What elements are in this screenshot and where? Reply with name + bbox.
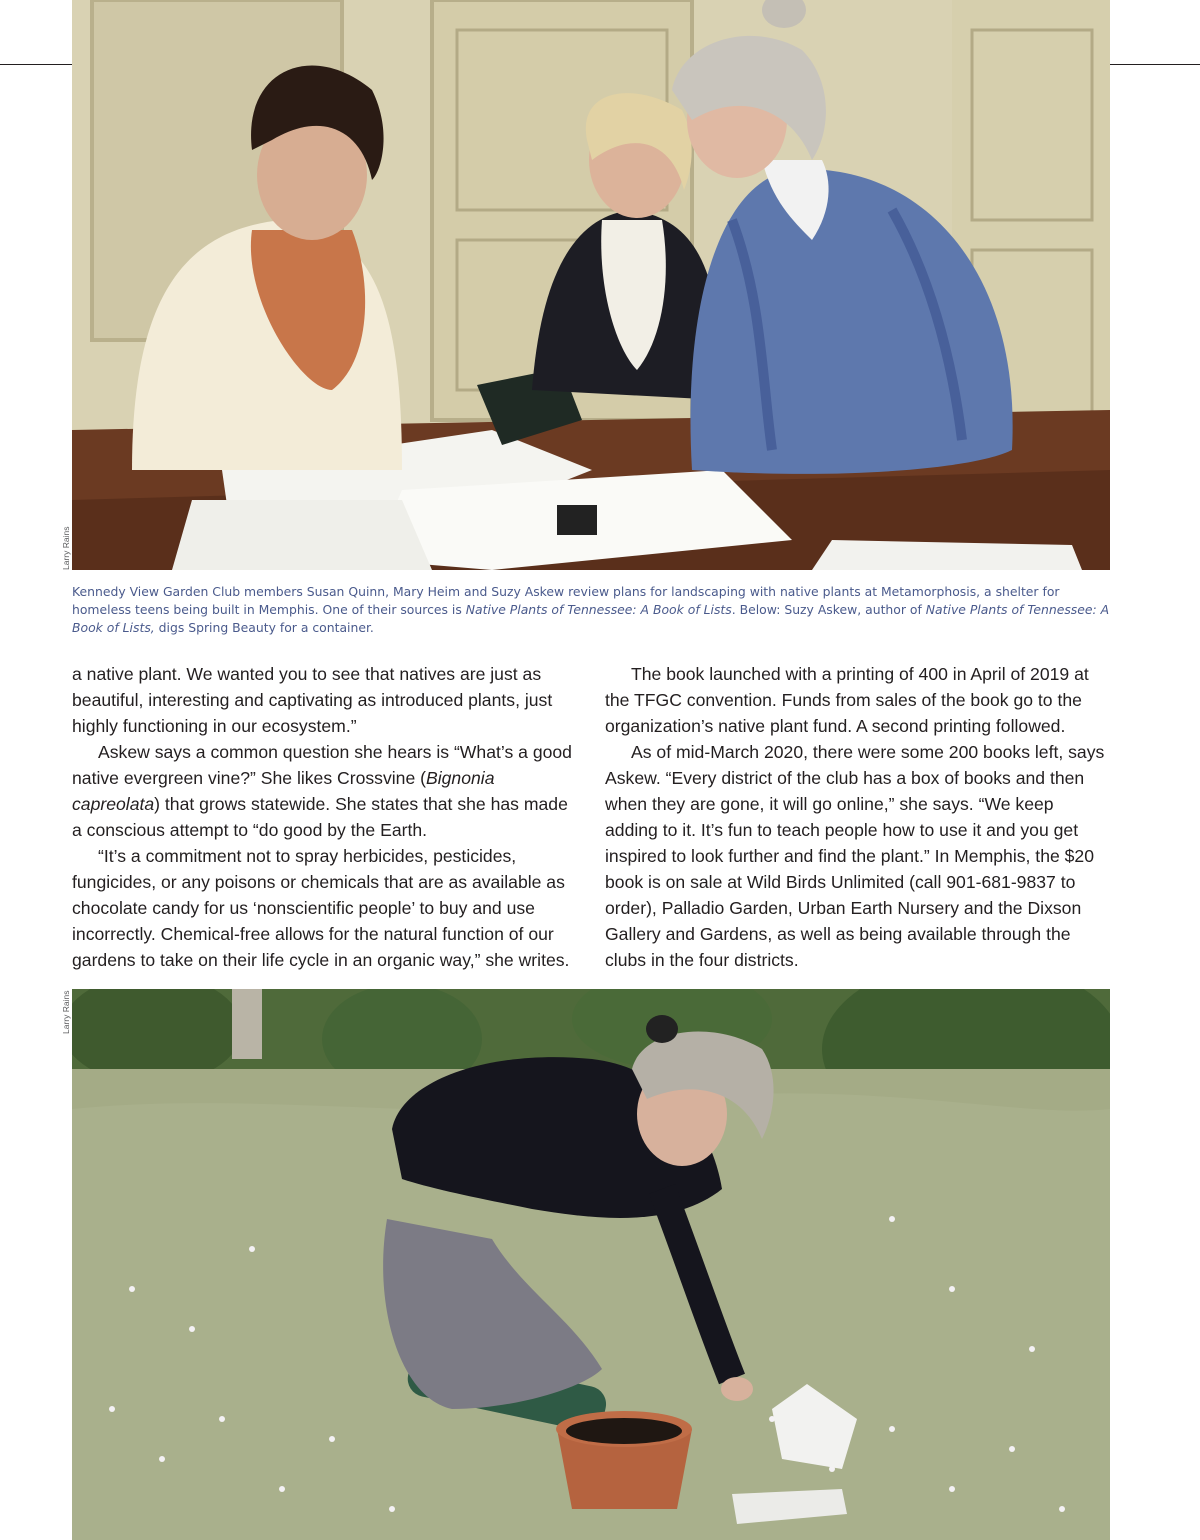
photo-caption (72, 583, 1110, 637)
paragraph: a native plant. We wanted you to see that natives are just as beautiful, interesting and captivating as introduced plants, just highly functioning in our ecosystem.” (72, 664, 553, 736)
header-rule-left (0, 64, 72, 65)
caption-text-2: . Below: Suzy Askew, author of (731, 602, 926, 617)
paragraph-text: Askew says a common question she hears is “What’s a good native evergreen vine?” She likes Crossvine ( (72, 742, 572, 788)
species-name: Bignonia capreolata (72, 768, 495, 814)
header-rule-right (1110, 64, 1200, 65)
article-column-left (72, 661, 578, 973)
paragraph: As of mid-March 2020, there were some 200 books left, says Askew. “Every district of the club has a box of books and then when they are gone, it will go online,” she says. “We keep adding to it. It’s fun to teach people how to use it and you get inspired to look further and find the plant.” In Memphis, the $20 book is on sale at Wild Birds Unlimited (call 901-681-9837 to order), Palladio Garden, Urban Earth Nursery and the Dixson Gallery and Gardens, as well as being available through the clubs in the four districts. (605, 742, 1105, 970)
caption-text-1: Kennedy View Garden Club members Susan Quinn, Mary Heim and Suzy Askew review plans for landscaping with native plants at Metamorphosis, a shelter for homeless teens being built in Memphis. One of their sources is (72, 584, 1060, 617)
photo-garden-club-members (72, 0, 1110, 570)
photo-suzy-askew-digging (72, 989, 1110, 1540)
paragraph: The book launched with a printing of 400 in April of 2019 at the TFGC convention. Funds from sales of the book go to the organization’s native plant fund. A second printing followed. (605, 664, 1089, 736)
article-column-right (605, 661, 1111, 973)
caption-book-title-2: Native Plants of Tennessee: A Book of Lists, (72, 602, 1110, 635)
photo-credit-bottom: Larry Rains (61, 990, 71, 1034)
caption-book-title-1: Native Plants of Tennessee: A Book of Lists (465, 602, 732, 617)
photo-credit-top: Larry Rains (61, 526, 71, 570)
paragraph: “It’s a commitment not to spray herbicides, pesticides, fungicides, or any poisons or chemicals that are as available as chocolate candy for us ‘nonscientific people’ to buy and use incorrectly. Chemical-free allows for the natural function of our gardens to take on their life cycle in an organic way,” she writes. (72, 846, 570, 970)
paragraph-text: ) that grows statewide. She states that she has made a conscious attempt to “do good by the Earth. (72, 794, 568, 840)
paragraph (72, 739, 578, 843)
caption-text-3: digs Spring Beauty for a container. (154, 620, 374, 635)
